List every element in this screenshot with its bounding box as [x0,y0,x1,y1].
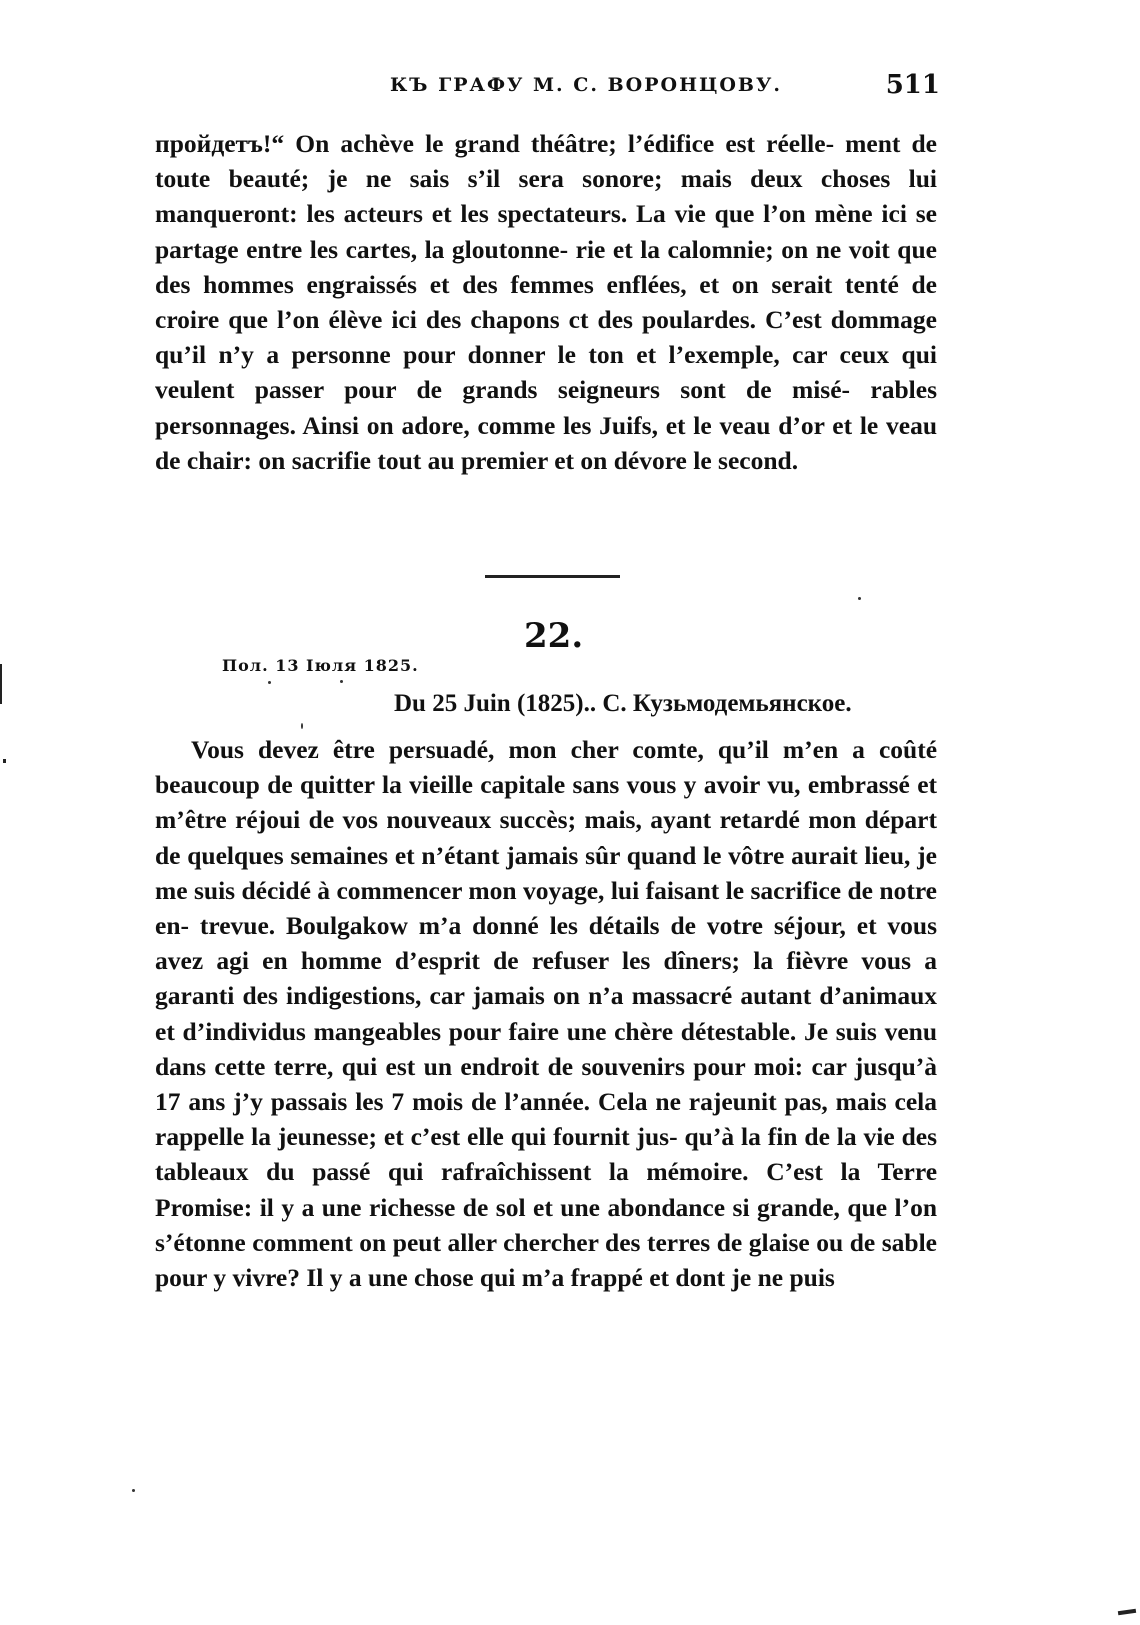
text-line: qui veulent passer pour de grands seigneurs sont de misé- [155,340,937,405]
text-line: et vous avez agi en homme d’esprit de refuser les dîners; [155,911,938,976]
letter-dateline: Du 25 Juin (1825).. С. Кузьмодемьянское. [394,690,852,717]
scan-edge-mark [1118,1609,1136,1615]
text-line: ans j’y passais les 7 mois de l’année. Cela ne rajeunit pas, [188,1087,828,1117]
received-note: Пол. 13 Іюля 1825. [222,656,419,675]
text-line: choses lui manqueront: les acteurs et les spectateurs. La vie [155,164,938,229]
running-head [150,70,940,104]
text-line: que l’on mène ici se partage entre les cartes, la gloutonne- [155,199,937,264]
scan-speck [858,597,861,600]
text-line: la mémoire. C’est la Terre Promise: il y a une richesse de [155,1157,938,1222]
text-line: la fièvre vous a garanti des indigestions, car jamais on n’a [155,946,937,1011]
scan-speck [268,681,271,684]
text-line: et on dévore le second. [554,445,799,475]
text-line: n’y a personne pour donner le ton et l’exemple, car ceux [218,340,890,370]
text-line: ment de toute beauté; je ne sais s’il sera sonore; mais deux [155,129,937,194]
text-line: y vivre? Il y a une chose qui m’a frappé et dont je ne puis [213,1263,835,1293]
text-line: vu, embrassé et m’être réjoui de vos nouveaux succès; mais, [155,770,938,835]
text-line: jamais sûr quand le vôtre aurait lieu, je me suis décidé à [155,840,937,905]
text-line: пройдетъ!“ On achève le grand théâtre; l’édifice est réelle- [155,129,835,158]
text-line: on peut aller chercher des terres de glaise ou de sable pour [155,1227,938,1293]
text-line: rie et la calomnie; on ne voit que des hommes engraissés [155,234,937,299]
scan-edge-mark [0,664,2,704]
text-line: rables personnages. Ainsi on adore, comme les Juifs, et le [155,375,937,440]
section-separator-rule [485,575,620,578]
text-line: mais cela rappelle la jeunesse; et c’est elle qui fournit jus- [155,1087,938,1152]
scan-edge-mark [3,759,6,763]
text-line: sol et une abondance si grande, que l’on s’étonne comment [155,1192,938,1257]
text-line: commencer mon voyage, lui faisant le sacrifice de notre en- [155,875,937,941]
text-line: massacré autant d’animaux et d’individus mangeables pour [155,981,937,1046]
continued-letter-paragraph [155,126,937,478]
text-line: qu’à la fin de la vie des tableaux du passé qui rafraîchissent [155,1122,937,1187]
text-line: trevue. Boulgakow m’a donné les détails de votre séjour, [199,911,846,941]
text-line: coûté beaucoup de quitter la vieille capitale sans vous y avoir [155,735,938,800]
text-line: faire une chère détestable. Je suis venu dans cette terre, [155,1016,937,1081]
letter-body-text [155,732,937,1295]
text-line: Vous devez être persuadé, mon cher comte, qu’il m’en a [191,735,865,764]
letter-number: 22. [524,616,584,656]
text-line: et des femmes enflées, et on serait tenté de croire que l’on [155,269,937,335]
text-line: qui est un endroit de souvenirs pour moi: car jusqu’à 17 [155,1051,938,1117]
scan-speck [132,1489,135,1492]
scan-speck [301,723,303,729]
text-line: élève ici des chapons ct des poulardes. C’est dommage qu’il [155,305,937,370]
text-line: veau d’or et le veau de chair: on sacrifie tout au premier [155,410,937,475]
letter-paragraph [155,732,937,1295]
continued-letter-text [155,126,937,478]
running-title: КЪ ГРАФУ М. С. ВОРОНЦОВУ. [390,74,783,96]
text-line: ayant retardé mon départ de quelques semaines et n’étant [155,805,937,870]
scan-speck [340,680,343,683]
page-number: 511 [885,70,940,100]
